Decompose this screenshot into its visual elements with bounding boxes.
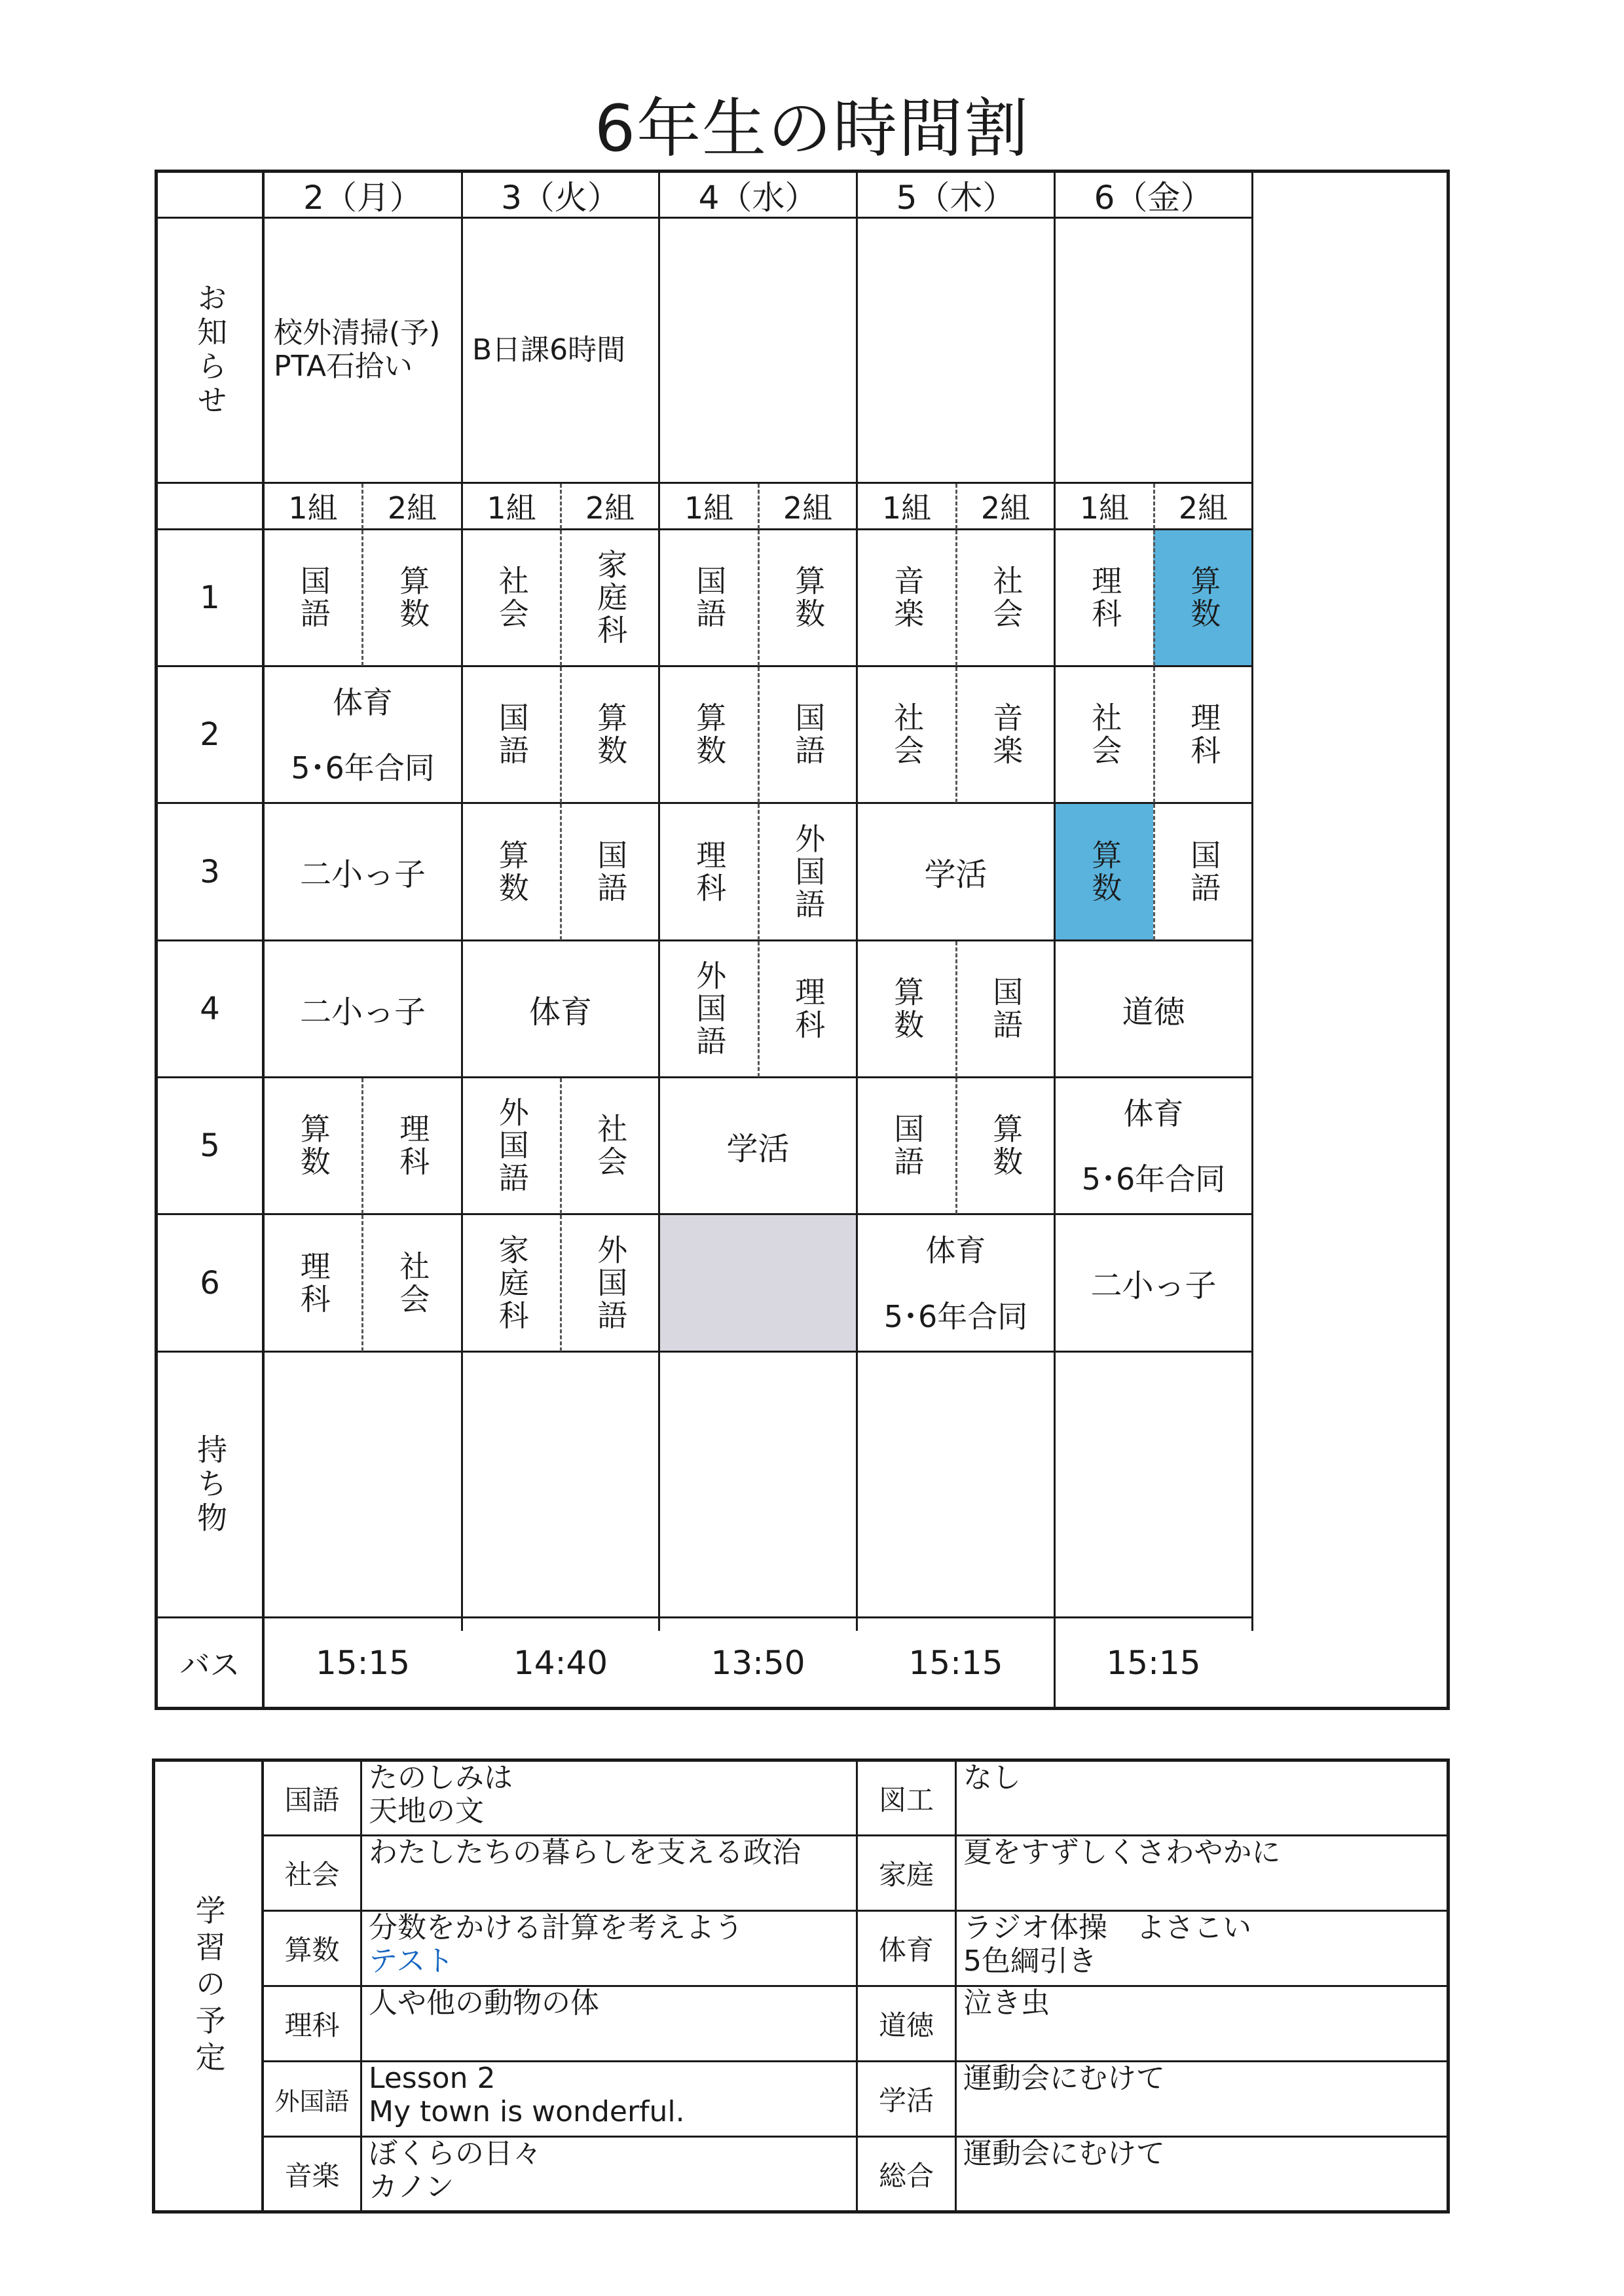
topic-cell <box>957 1762 1447 1834</box>
topic-line: 運動会にむけて <box>963 2137 1165 2170</box>
day-header-wed: 4（水） <box>698 178 818 217</box>
class-header: 1組 <box>684 490 734 526</box>
class-cell: 外国語 <box>593 1233 629 1332</box>
subject-label: 理科 <box>284 2009 340 2041</box>
period-label-3: 3 <box>200 853 220 890</box>
day-header-thu: 5（木） <box>896 178 1016 217</box>
class-header: 2組 <box>1178 490 1228 526</box>
class-cell: 社会 <box>988 565 1024 630</box>
class-name: 体育 <box>333 685 393 720</box>
day-header-mon: 2（月） <box>303 178 422 217</box>
subject-label: 算数 <box>284 1934 340 1966</box>
subject-label: 図工 <box>878 1783 934 1816</box>
class-header: 1組 <box>288 490 338 526</box>
row-line <box>155 1351 1253 1353</box>
notice-mon: 校外清掃(予) PTA石拾い <box>274 316 441 383</box>
bus-time-mon: 15:15 <box>315 1643 411 1682</box>
class-cell: 理科 <box>295 1250 331 1316</box>
topic-line: My town is wonderful. <box>369 2094 685 2128</box>
topic-line: Lesson 2 <box>369 2062 496 2095</box>
combined-class-cell: 二小っ子 <box>299 856 426 893</box>
class-cell: 国語 <box>692 565 728 630</box>
class-header: 1組 <box>881 490 932 526</box>
class-cell: 理科 <box>395 1113 431 1178</box>
class-cell: 家庭科 <box>593 549 629 647</box>
class-header: 2組 <box>387 490 437 526</box>
period-label-1: 1 <box>200 579 220 616</box>
notice-row-label: お知らせ <box>193 282 229 418</box>
topic-cell <box>957 2062 1447 2136</box>
class-cell: 理科 <box>790 976 826 1042</box>
class-note: 5･6年合同 <box>1081 1161 1226 1197</box>
topic-cell <box>362 1912 856 1985</box>
class-cell: 国語 <box>295 565 331 630</box>
class-cell: 国語 <box>1186 839 1222 905</box>
border-bottom <box>155 1707 1450 1710</box>
class-cell: 社会 <box>1087 702 1123 767</box>
class-cell: 国語 <box>494 702 530 767</box>
class-cell: 理科 <box>692 839 728 905</box>
col-line <box>1251 170 1253 1631</box>
class-cell: 社会 <box>395 1250 431 1316</box>
items-row-label: 持ち物 <box>193 1433 229 1536</box>
period-label-6: 6 <box>200 1264 220 1302</box>
class-header: 2組 <box>980 490 1031 526</box>
class-cell: 算数 <box>1087 839 1123 905</box>
notice-tue: B日課6時間 <box>472 333 626 367</box>
day-header-fri: 6（金） <box>1094 178 1213 217</box>
study-plan-label: 学習の予定 <box>191 1894 227 2078</box>
class-cell: 算数 <box>988 1113 1024 1178</box>
class-cell: 社会 <box>494 565 530 630</box>
class-header: 1組 <box>487 490 536 526</box>
combined-class-cell <box>265 667 461 802</box>
class-cell: 算数 <box>395 565 431 630</box>
topic-line: 泣き虫 <box>963 1986 1050 2020</box>
border-bottom <box>152 2210 1450 2214</box>
class-cell: 外国語 <box>494 1097 530 1195</box>
combined-class-cell: 学活 <box>726 1130 790 1167</box>
timetable <box>155 170 1450 1710</box>
topic-cell <box>957 1987 1447 2060</box>
class-cell: 外国語 <box>790 822 826 921</box>
bus-time-thu: 15:15 <box>908 1643 1003 1682</box>
topic-cell <box>362 2138 856 2210</box>
class-header: 1組 <box>1079 490 1130 526</box>
subject-label: 社会 <box>284 1859 340 1891</box>
class-name: 体育 <box>1123 1096 1184 1131</box>
topic-line: 5色綱引き <box>963 1944 1097 1978</box>
class-cell: 音楽 <box>889 565 925 630</box>
subject-label: 外国語 <box>274 2086 350 2116</box>
class-cell: 家庭科 <box>494 1233 530 1332</box>
topic-line: 分数をかける計算を考えよう <box>369 1911 743 1944</box>
topic-cell <box>362 1987 856 2060</box>
bus-time-tue: 14:40 <box>513 1643 608 1682</box>
subject-label: 音楽 <box>284 2159 340 2192</box>
topic-cell <box>957 1912 1447 1985</box>
class-cell: 国語 <box>988 976 1024 1042</box>
topic-line: わたしたちの暮らしを支える政治 <box>369 1836 801 1869</box>
combined-class-cell <box>858 1215 1054 1351</box>
topic-line: ぼくらの日々 <box>369 2137 542 2170</box>
study-plan-table <box>152 1758 1450 2214</box>
class-cell: 算数 <box>889 976 925 1042</box>
class-cell: 国語 <box>790 702 826 767</box>
topic-cell <box>957 1836 1447 1910</box>
class-cell: 算数 <box>692 702 728 767</box>
class-cell: 国語 <box>593 839 629 905</box>
period-label-4: 4 <box>200 991 220 1027</box>
bus-row-label: バス <box>179 1647 240 1683</box>
class-cell: 算数 <box>790 565 826 630</box>
topic-line: 天地の文 <box>369 1794 484 1828</box>
class-cell: 算数 <box>1186 565 1222 630</box>
border-right <box>1447 170 1450 1710</box>
class-cell: 外国語 <box>692 960 728 1058</box>
class-name: 体育 <box>925 1233 986 1268</box>
subject-label: 国語 <box>284 1783 340 1816</box>
test-note: テスト <box>369 1944 454 1978</box>
subject-label: 家庭 <box>878 1859 934 1891</box>
topic-line: 運動会にむけて <box>963 2062 1165 2095</box>
combined-class-cell: 道徳 <box>1122 993 1185 1030</box>
bus-time-fri: 15:15 <box>1106 1643 1201 1682</box>
period-label-2: 2 <box>200 716 220 753</box>
class-note: 5･6年合同 <box>291 750 435 786</box>
topic-line: たのしみは <box>369 1761 513 1795</box>
period-label-5: 5 <box>200 1127 220 1164</box>
topic-line: 人や他の動物の体 <box>369 1986 599 2020</box>
subject-label: 体育 <box>878 1934 934 1966</box>
combined-class-cell <box>1056 1078 1251 1213</box>
class-cell: 音楽 <box>988 702 1024 767</box>
page-title: 6年生の時間割 <box>594 92 1030 166</box>
topic-cell <box>362 1762 856 1834</box>
combined-class-cell: 体育 <box>528 993 592 1030</box>
class-cell: 算数 <box>494 839 530 905</box>
subject-label: 学活 <box>878 2085 934 2117</box>
class-cell: 理科 <box>1087 565 1123 630</box>
topic-cell <box>362 2062 856 2136</box>
highlight-wed-p6 <box>659 1214 857 1351</box>
topic-line: 夏をすずしくさわやかに <box>963 1836 1281 1869</box>
class-cell: 社会 <box>889 702 925 767</box>
bus-time-wed: 13:50 <box>710 1643 805 1682</box>
class-cell: 理科 <box>1186 702 1222 767</box>
class-cell: 算数 <box>593 702 629 767</box>
combined-class-cell: 学活 <box>924 856 987 893</box>
topic-line: カノン <box>369 2170 454 2204</box>
day-header-tue: 3（火） <box>501 178 620 217</box>
topic-cell <box>957 2138 1447 2210</box>
class-header: 2組 <box>585 490 635 526</box>
topic-line: ラジオ体操 よさこい <box>963 1911 1251 1944</box>
topic-cell <box>362 1836 856 1910</box>
subject-label: 総合 <box>878 2159 934 2192</box>
class-note: 5･6年合同 <box>883 1298 1028 1334</box>
class-cell: 国語 <box>889 1113 925 1178</box>
subject-label: 道徳 <box>878 2009 934 2041</box>
combined-class-cell: 二小っ子 <box>299 993 426 1030</box>
topic-line: なし <box>963 1761 1021 1795</box>
class-cell: 算数 <box>295 1113 331 1178</box>
class-header: 2組 <box>783 490 833 526</box>
combined-class-cell: 二小っ子 <box>1090 1267 1217 1304</box>
class-cell: 社会 <box>593 1113 629 1178</box>
